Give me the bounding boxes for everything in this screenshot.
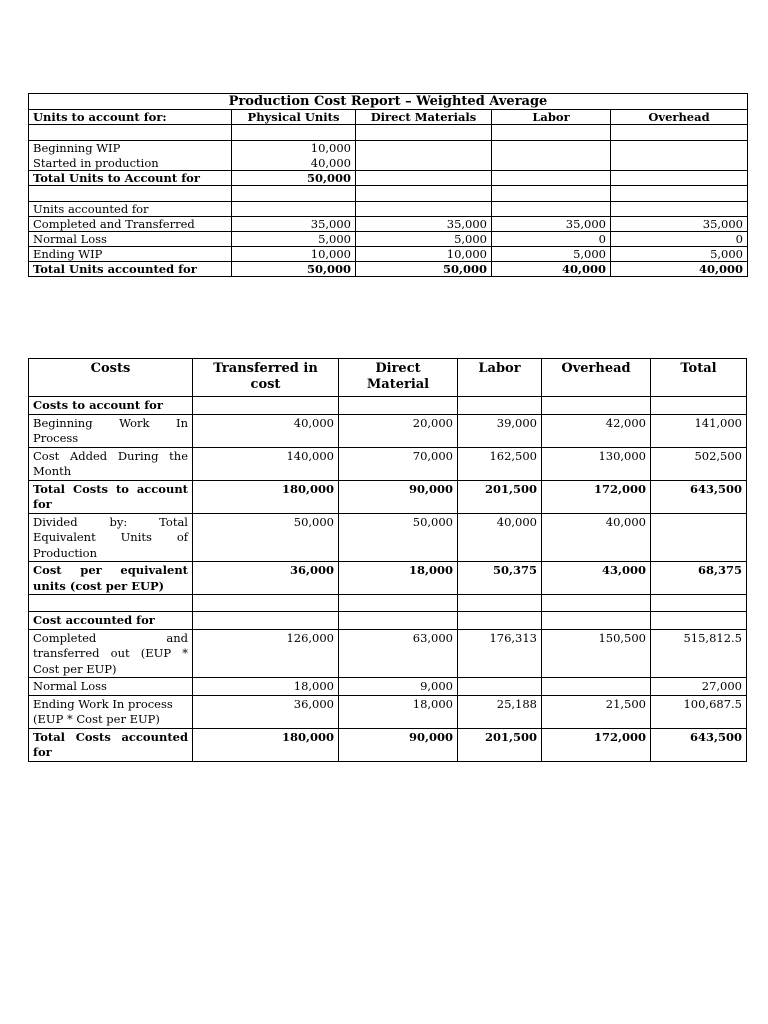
total-row xyxy=(29,562,747,595)
physical-units-cell: 5,000 xyxy=(232,232,356,247)
overhead-cell: 43,000 xyxy=(542,562,651,595)
labor-cell: 0 xyxy=(492,232,611,247)
units-header-row xyxy=(29,110,748,125)
blank-row xyxy=(29,595,747,612)
table-row xyxy=(29,629,747,678)
direct-materials-cell: 5,000 xyxy=(356,232,492,247)
transferred-in-cell: 126,000 xyxy=(193,629,339,678)
labor-cell: 39,000 xyxy=(458,414,542,447)
row-label: Beginning WIP xyxy=(29,141,232,156)
overhead-cell xyxy=(542,678,651,696)
direct-material-cell: 70,000 xyxy=(339,447,458,480)
total-cell: 141,000 xyxy=(651,414,747,447)
total-cell xyxy=(651,513,747,562)
overhead-cell: 172,000 xyxy=(542,480,651,513)
header-labor: Labor xyxy=(492,110,611,125)
cost-header-row xyxy=(29,359,747,397)
direct-material-cell: 90,000 xyxy=(339,728,458,761)
row-label: Started in production xyxy=(29,156,232,171)
row-label: Normal Loss xyxy=(29,232,232,247)
table-row xyxy=(29,232,748,247)
table-row xyxy=(29,217,748,232)
overhead-cell: 172,000 xyxy=(542,728,651,761)
total-cell: 27,000 xyxy=(651,678,747,696)
total-cell: 515,812.5 xyxy=(651,629,747,678)
labor-cell: 35,000 xyxy=(492,217,611,232)
header-overhead: Overhead xyxy=(611,110,748,125)
table-row xyxy=(29,247,748,262)
labor-cell xyxy=(458,678,542,696)
table-row xyxy=(29,447,747,480)
direct-materials-cell: 35,000 xyxy=(356,217,492,232)
labor-cell: 50,375 xyxy=(458,562,542,595)
physical-units-cell: 40,000 xyxy=(232,156,356,171)
transferred-in-cell: 18,000 xyxy=(193,678,339,696)
header-direct-material: Direct Material xyxy=(339,359,458,397)
labor-cell: 40,000 xyxy=(458,513,542,562)
header-physical-units: Physical Units xyxy=(232,110,356,125)
header-overhead: Overhead xyxy=(542,359,651,397)
direct-material-cell: 18,000 xyxy=(339,562,458,595)
total-row xyxy=(29,171,748,186)
labor-cell: 201,500 xyxy=(458,480,542,513)
direct-material-cell: 20,000 xyxy=(339,414,458,447)
overhead-cell: 40,000 xyxy=(542,513,651,562)
labor-cell: 40,000 xyxy=(492,262,611,277)
row-label: Ending WIP xyxy=(29,247,232,262)
physical-units-cell: 10,000 xyxy=(232,247,356,262)
row-label: Normal Loss xyxy=(29,678,193,696)
table-row xyxy=(29,156,748,171)
transferred-in-cell: 50,000 xyxy=(193,513,339,562)
overhead-cell: 42,000 xyxy=(542,414,651,447)
total-row xyxy=(29,480,747,513)
overhead-cell: 40,000 xyxy=(611,262,748,277)
total-row xyxy=(29,262,748,277)
row-label: Total Units to Account for xyxy=(29,171,232,186)
blank-row xyxy=(29,125,748,141)
direct-material-cell: 50,000 xyxy=(339,513,458,562)
header-costs: Costs xyxy=(29,359,193,397)
total-cell: 643,500 xyxy=(651,728,747,761)
direct-materials-cell: 50,000 xyxy=(356,262,492,277)
header-total: Total xyxy=(651,359,747,397)
total-cell: 643,500 xyxy=(651,480,747,513)
physical-units-cell: 50,000 xyxy=(232,171,356,186)
transferred-in-cell: 36,000 xyxy=(193,695,339,728)
overhead-cell: 35,000 xyxy=(611,217,748,232)
labor-cell: 25,188 xyxy=(458,695,542,728)
header-transferred-in-cost: Transferred in cost xyxy=(193,359,339,397)
row-label: Total Costs to account for xyxy=(29,480,193,513)
report-title: Production Cost Report – Weighted Average xyxy=(29,94,748,110)
blank-row xyxy=(29,186,748,202)
header-units-to-account: Units to account for: xyxy=(29,110,232,125)
table-row xyxy=(29,678,747,696)
physical-units-cell: 50,000 xyxy=(232,262,356,277)
row-label: Completed and transferred out (EUP * Cost per EUP) xyxy=(29,629,193,678)
direct-material-cell: 9,000 xyxy=(339,678,458,696)
total-cell: 502,500 xyxy=(651,447,747,480)
table-row xyxy=(29,695,747,728)
table-row xyxy=(29,414,747,447)
physical-units-cell: 35,000 xyxy=(232,217,356,232)
section-row xyxy=(29,397,747,415)
row-label: Beginning Work In Process xyxy=(29,414,193,447)
overhead-cell: 150,500 xyxy=(542,629,651,678)
total-cell: 68,375 xyxy=(651,562,747,595)
direct-material-cell: 63,000 xyxy=(339,629,458,678)
total-cell: 100,687.5 xyxy=(651,695,747,728)
labor-cell: 162,500 xyxy=(458,447,542,480)
table-row xyxy=(29,141,748,156)
overhead-cell: 5,000 xyxy=(611,247,748,262)
cost-report-table xyxy=(28,358,747,762)
labor-cell: 176,313 xyxy=(458,629,542,678)
section-label-costs-to-account: Costs to account for xyxy=(29,397,193,415)
header-direct-materials: Direct Materials xyxy=(356,110,492,125)
transferred-in-cell: 140,000 xyxy=(193,447,339,480)
physical-units-cell: 10,000 xyxy=(232,141,356,156)
report-title-row xyxy=(29,94,748,110)
header-labor: Labor xyxy=(458,359,542,397)
labor-cell: 5,000 xyxy=(492,247,611,262)
direct-material-cell: 90,000 xyxy=(339,480,458,513)
transferred-in-cell: 36,000 xyxy=(193,562,339,595)
total-row xyxy=(29,728,747,761)
row-label: Total Costs accounted for xyxy=(29,728,193,761)
section-row xyxy=(29,202,748,217)
labor-cell: 201,500 xyxy=(458,728,542,761)
section-row xyxy=(29,612,747,630)
row-label: Divided by: Total Equivalent Units of Production xyxy=(29,513,193,562)
direct-materials-cell: 10,000 xyxy=(356,247,492,262)
section-label-cost-accounted-for: Cost accounted for xyxy=(29,612,193,630)
transferred-in-cell: 180,000 xyxy=(193,480,339,513)
table-row xyxy=(29,513,747,562)
direct-material-cell: 18,000 xyxy=(339,695,458,728)
row-label: Cost per equivalent units (cost per EUP) xyxy=(29,562,193,595)
overhead-cell: 21,500 xyxy=(542,695,651,728)
row-label: Cost Added During the Month xyxy=(29,447,193,480)
row-label: Total Units accounted for xyxy=(29,262,232,277)
transferred-in-cell: 40,000 xyxy=(193,414,339,447)
row-label: Completed and Transferred xyxy=(29,217,232,232)
units-report-table xyxy=(28,93,748,277)
transferred-in-cell: 180,000 xyxy=(193,728,339,761)
overhead-cell: 0 xyxy=(611,232,748,247)
overhead-cell: 130,000 xyxy=(542,447,651,480)
row-label: Units accounted for xyxy=(29,202,232,217)
row-label: Ending Work In process (EUP * Cost per EUP) xyxy=(29,695,193,728)
